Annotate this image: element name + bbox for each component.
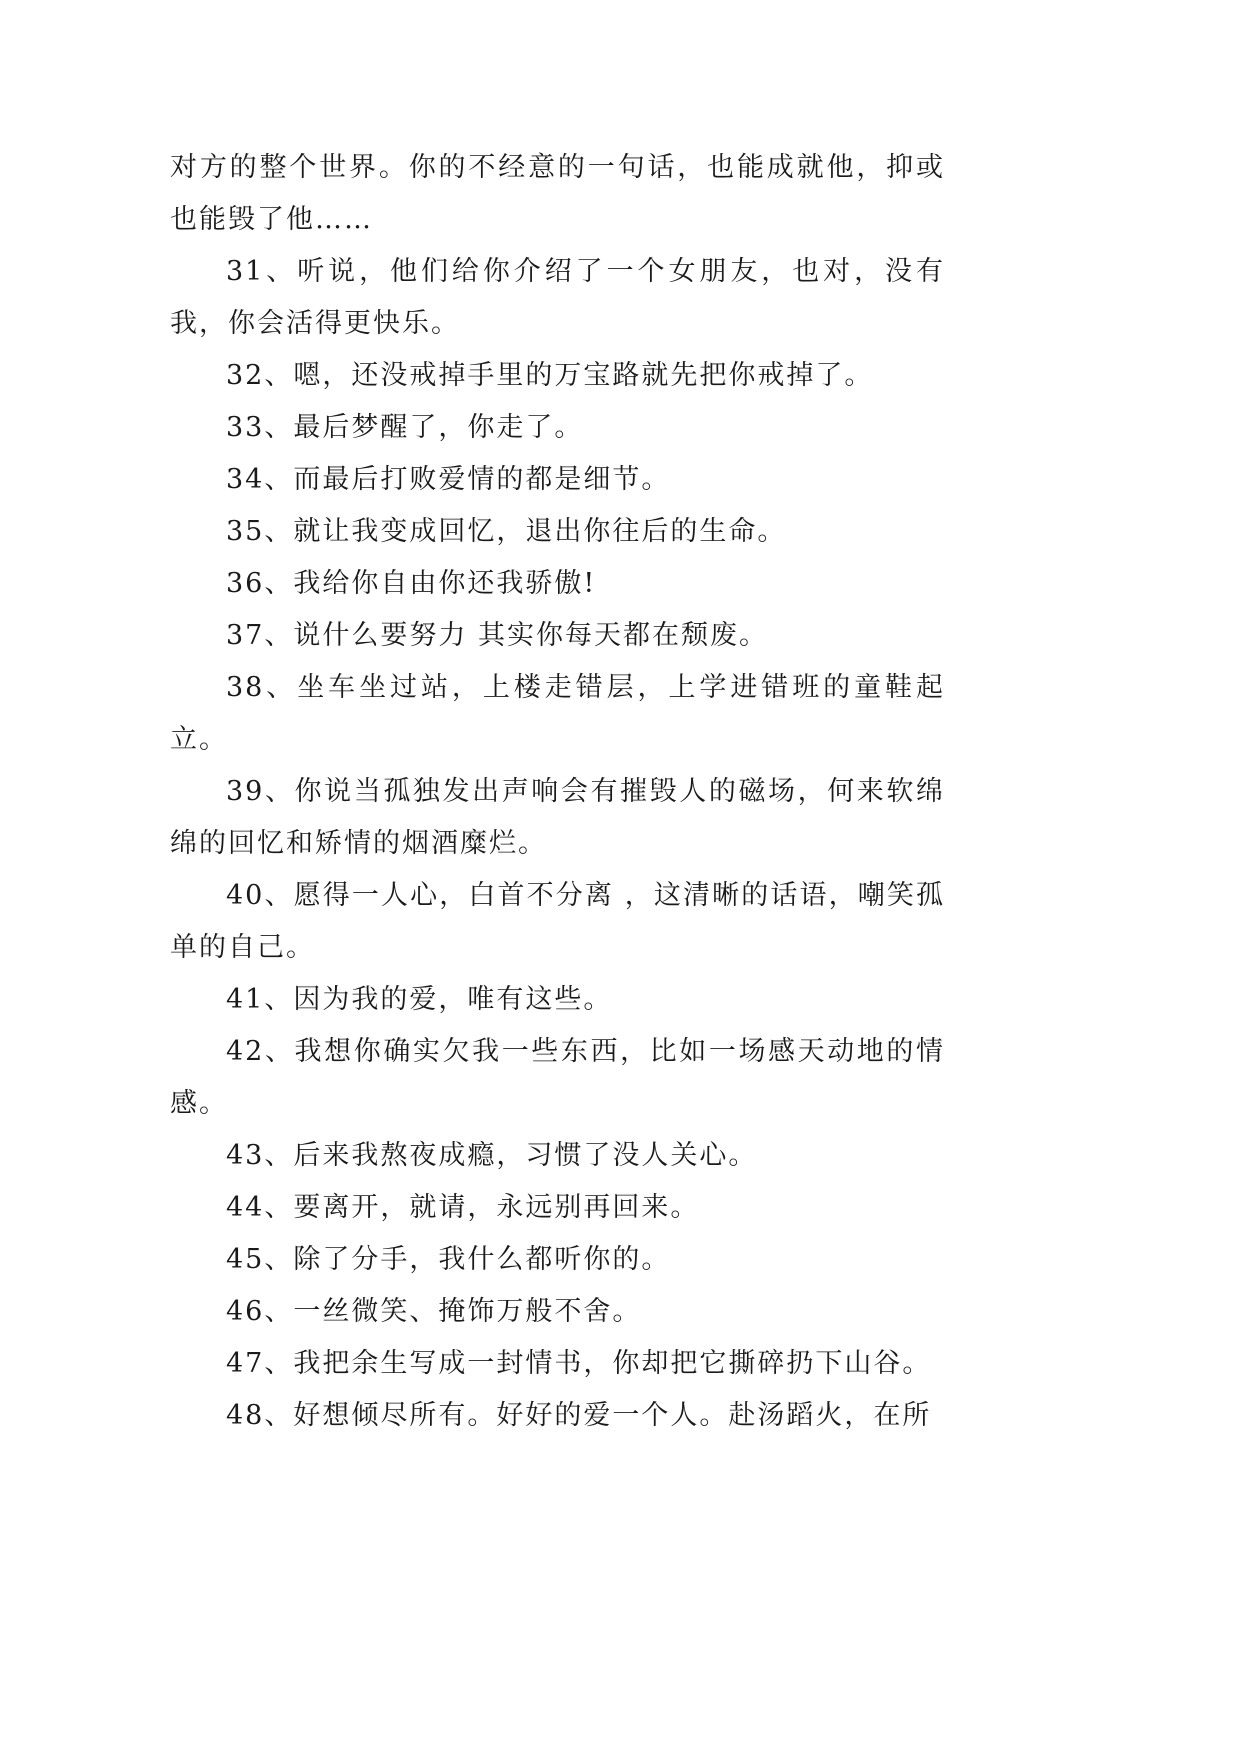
paragraph-32: 32、嗯，还没戒掉手里的万宝路就先把你戒掉了。 bbox=[226, 360, 874, 391]
paragraph-47: 47、我把余生写成一封情书，你却把它撕碎扔下山谷。 bbox=[226, 1348, 932, 1379]
paragraph-continuation: 对方的整个世界。你的不经意的一句话，也能成就他，抑或也能毁了他…… bbox=[170, 152, 945, 235]
paragraph-35: 35、就让我变成回忆，退出你往后的生命。 bbox=[226, 516, 787, 547]
paragraph-37: 37、说什么要努力 其实你每天都在颓废。 bbox=[226, 620, 768, 651]
paragraph-39: 39、你说当孤独发出声响会有摧毁人的磁场，何来软绵绵的回忆和矫情的烟酒糜烂。 bbox=[170, 776, 945, 859]
paragraph-44: 44、要离开，就请，永远别再回来。 bbox=[226, 1192, 700, 1223]
paragraph-36: 36、我给你自由你还我骄傲! bbox=[226, 568, 597, 599]
paragraph-40: 40、愿得一人心，白首不分离 ，这清晰的话语，嘲笑孤单的自己。 bbox=[170, 880, 945, 963]
paragraph-33: 33、最后梦醒了，你走了。 bbox=[226, 412, 584, 443]
paragraph-41: 41、因为我的爱，唯有这些。 bbox=[226, 984, 613, 1015]
paragraph-38: 38、坐车坐过站，上楼走错层，上学进错班的童鞋起立。 bbox=[170, 672, 945, 755]
paragraph-45: 45、除了分手，我什么都听你的。 bbox=[226, 1244, 671, 1275]
paragraph-46: 46、一丝微笑、掩饰万般不舍。 bbox=[226, 1296, 642, 1327]
paragraph-31: 31、听说，他们给你介绍了一个女朋友，也对，没有我，你会活得更快乐。 bbox=[170, 256, 945, 339]
paragraph-34: 34、而最后打败爱情的都是细节。 bbox=[226, 464, 671, 495]
document-body bbox=[170, 142, 945, 1442]
paragraph-42: 42、我想你确实欠我一些东西，比如一场感天动地的情感。 bbox=[170, 1036, 945, 1119]
paragraph-48: 48、好想倾尽所有。好好的爱一个人。赴汤蹈火，在所 bbox=[226, 1400, 932, 1431]
paragraph-43: 43、后来我熬夜成瘾，习惯了没人关心。 bbox=[226, 1140, 758, 1171]
